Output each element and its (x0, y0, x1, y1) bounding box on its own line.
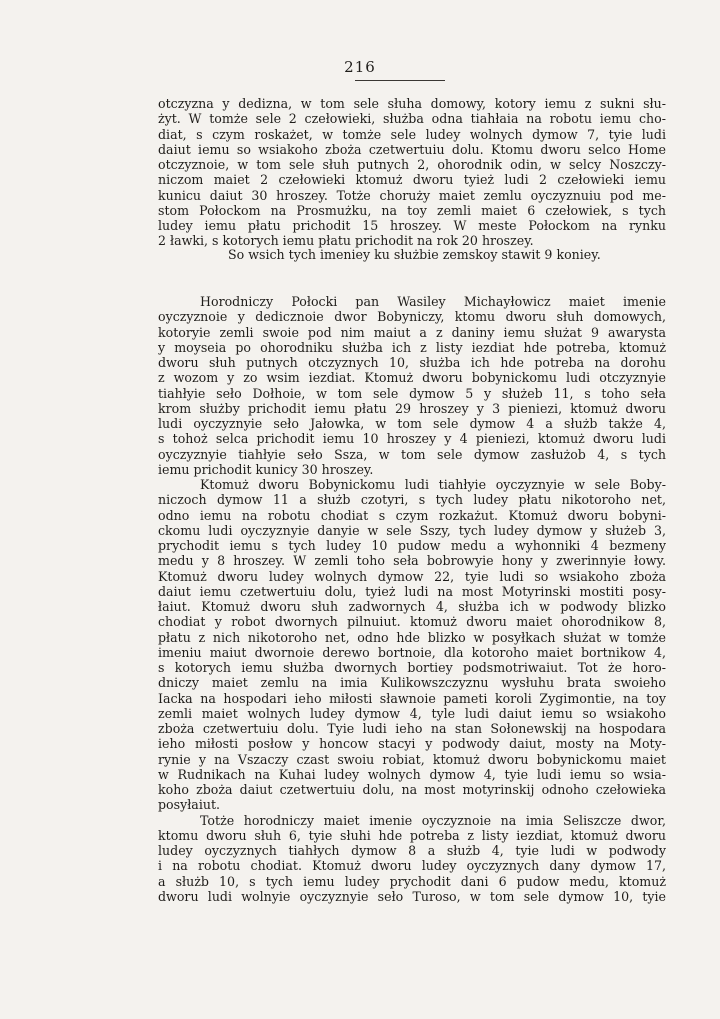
text-line: krom służby prichodit iemu płatu 29 hroszey y 3 pieniezi, ktomuż dworu (158, 400, 666, 416)
text-line: ieho miłosti posłow y honcow stacyi y podwody daiut, mosty na Moty- (158, 736, 666, 752)
text-line: niczom maiet 2 czełowieki ktomuż dworu tyież ludi 2 czełowieki iemu (158, 172, 666, 188)
text-line: zboża czetwertuiu dolu. Tyie ludi ieho na stan Sołonewskij na hospodara (158, 721, 666, 736)
text-line: ludi oyczyznyie seło Jałowka, w tom sele dymow 4 a służb także 4, (158, 416, 666, 431)
text-line: otczyznoie, w tom sele słuh putnych 2, ohorodnik odin, w selcy Noszczy- (158, 157, 666, 172)
text-line: i na robotu chodiat. Ktomuż dworu ludey oyczyznych dany dymow 17, (158, 858, 666, 874)
text-line: tiahłyie seło Dołhoie, w tom sele dymow 5 y służeb 11, s toho seła (158, 385, 666, 401)
page-number: 216 (344, 58, 376, 76)
text-line: 2 ławki, s kotorych iemu płatu prichodit na rok 20 hroszey. (158, 233, 534, 249)
text-line: stom Połockom na Prosmużku, na toy zemli maiet 6 czełowiek, s tych (158, 202, 666, 218)
text-line: odno iemu na robotu chodiat s czym rozkażut. Ktomuż dworu bobyni- (158, 507, 666, 523)
text-line: s tohoż selca prichodit iemu 10 hroszey y 4 pieniezi, ktomuż dworu ludi (158, 431, 666, 447)
text-line: rynie y na Vszaczy czast swoiu robiat, ktomuż dworu bobynickomu maiet (158, 751, 666, 767)
text-line: oyczyznyie tiahłyie seło Ssza, w tom sele dymow zasłużob 4, s tych (158, 446, 666, 462)
text-line: diat, s czym roskażet, w tomże sele ludey wolnych dymow 7, tyie ludi (158, 126, 666, 142)
text-line: ludey iemu płatu prichodit 15 hroszey. W meste Połockom na rynku (158, 218, 666, 233)
text-line: medu y 8 hroszey. W zemli toho seła bobrowyie hony y zwerinnyie łowy. (158, 553, 666, 569)
text-line: chodiat y robot dwornych pilnuiut. ktomuż dworu maiet ohorodnikow 8, (158, 614, 666, 630)
paragraph-horodniczy (158, 294, 666, 904)
text-line: a służb 10, s tych iemu ludey prychodit dani 6 pudow medu, ktomuż (158, 873, 666, 889)
text-line: prychodit iemu s tych ludey 10 pudow medu a wyhonniki 4 bezmeny (158, 538, 666, 553)
text-line: Ktomuż dworu Bobynickomu ludi tiahłyie oyczyznyie w sele Boby- (200, 477, 666, 492)
text-line: dworu ludi wolnyie oyczyznyie seło Turoso, w tom sele dymow 10, tyie (158, 888, 666, 904)
text-line: Iacka na hospodari ieho miłosti sławnoie pameti koroli Zygimontie, na toy (158, 690, 666, 706)
text-line: Ktomuż dworu ludey wolnych dymow 22, tyie ludi so wsiakoho zboża (158, 568, 666, 584)
text-line: imeniu maiut dwornoie derewo bortnoie, dla kotoroho maiet bortnikow 4, (158, 644, 666, 660)
text-line: otczyzna y dedizna, w tom sele słuha domowy, kotory iemu z sukni słu- (158, 96, 666, 111)
closing-line: So wsich tych imeniey ku służbie zemskoy stawit 9 koniey. (228, 247, 601, 262)
text-line: dworu słuh putnych otczyznych 10, służba ich hde potreba na dorohu (158, 355, 666, 370)
text-line: z wozom y zo wsim iezdiat. Ktomuż dworu bobynickomu ludi otczyznyie (158, 370, 666, 386)
text-line: dniczy maiet zemlu na imia Kulikowszczyznu wysłuhu brata swoieho (158, 675, 666, 691)
text-line: oyczyznoie y dedicznoie dwor Bobyniczy, ktomu dworu słuh domowych, (158, 309, 666, 325)
text-line: zemli maiet wolnych ludey dymow 4, tyle ludi daiut iemu so wsiakoho (158, 705, 666, 721)
text-line: iemu prichodit kunicy 30 hroszey. (158, 461, 374, 477)
text-line: ktomu dworu słuh 6, tyie słuhi hde potreba z listy iezdiat, ktomuż dworu (158, 827, 666, 843)
text-line: łaiut. Ktomuż dworu słuh zadwornych 4, służba ich w podwody blizko (158, 599, 666, 614)
text-line: daiut iemu czetwertuiu dolu, tyież ludi na most Motyrinski mostiti posy- (158, 583, 666, 599)
text-line: ckomu ludi oyczyznyie danyie w sele Sszy, tych ludey dymow y służeb 3, (158, 522, 666, 538)
header-rule (355, 80, 445, 81)
text-line: s kotorych iemu służba dwornych bortiey podsmotriwaiut. Tot że horo- (158, 660, 666, 675)
text-line: koho zboża daiut czetwertuiu dolu, na most motyrinskij odnoho czełowieka (158, 782, 666, 797)
text-line: kotoryie zemli swoie pod nim maiut a z daniny iemu służat 9 awarysta (158, 324, 666, 340)
text-line: płatu z nich nikotoroho net, odno hde blizko w posyłkach służat w tomże (158, 629, 666, 645)
text-line: kunicu daiut 30 hroszey. Totże choruży maiet zemlu oyczyznuiu pod me- (158, 187, 666, 203)
text-line: Totże horodniczy maiet imenie oyczyznoie na imia Seliszcze dwor, (200, 812, 666, 828)
text-line: niczoch dymow 11 a służb czotyri, s tych ludey płatu nikotoroho net, (158, 492, 666, 508)
text-line: ludey oyczyznych tiahłych dymow 8 a służb 4, tyie ludi w podwody (158, 843, 666, 858)
text-line: y moyseia po ohorodniku służba ich z listy iezdiat hde potreba, ktomuż (158, 339, 666, 355)
text-line: Horodniczy Połocki pan Wasiley Michayłowicz maiet imenie (200, 294, 666, 309)
text-line: posyłaiut. (158, 797, 221, 813)
text-line: daiut iemu so wsiakoho zboża czetwertuiu dolu. Ktomu dworu selco Home (158, 141, 666, 157)
paragraph-obligations (158, 96, 666, 249)
text-line: żyt. W tomże sele 2 czełowieki, służba odna tiahłaia na robotu iemu cho- (158, 111, 666, 127)
text-line: w Rudnikach na Kuhai ludey wolnych dymow 4, tyie ludi iemu so wsia- (158, 766, 666, 782)
